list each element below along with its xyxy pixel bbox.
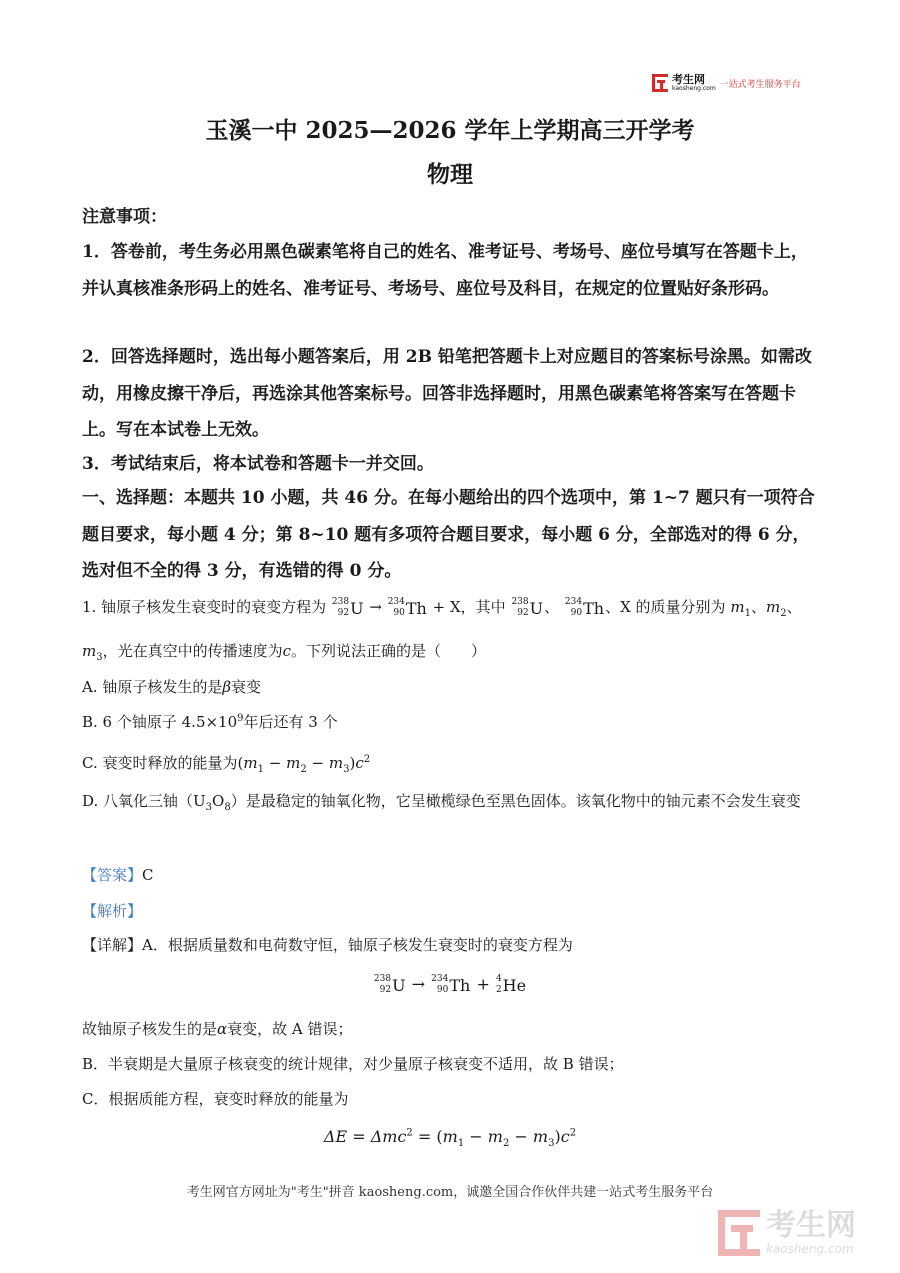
watermark-domain: kaosheng.com — [766, 1242, 854, 1256]
exam-title: 玉溪一中 2025—2026 学年上学期高三开学考 — [205, 117, 695, 144]
logo-domain: kaosheng.com — [672, 85, 716, 92]
answer-row — [82, 864, 154, 885]
detail-b: B．半衰期是大量原子核衰变的统计规律，对少量原子核衰变不适用，故 B 错误； — [82, 1055, 624, 1073]
kaosheng-logo-icon — [652, 74, 668, 92]
analysis-label: 【解析】 — [82, 902, 143, 920]
logo-name: 考生网 — [672, 73, 705, 86]
option-b[interactable]: B. 6 个铀原子 $4.5\times 10^9$年后还有 3 个 — [82, 713, 338, 731]
section-1-instructions: 一、选择题：本题共 10 小题，共 46 分。在每小题给出的四个选项中，第 1~7 题只有一项符合题目要求，每小题 4 分；第 8~10 题有多项符合题目要求，每小题 6 分，全部选对的得 6 分，选对但不全的得 3 分，有选错的得 0 分。 — [82, 488, 815, 581]
question-1-stem-line-2: $m_3$，光在真空中的传播速度为c。下列说法正确的是（ ） — [82, 642, 487, 663]
nuclide-th234-ref: 234 90 Th — [564, 597, 605, 618]
kaosheng-watermark — [718, 1210, 856, 1256]
option-c[interactable]: C. 衰变时释放的能量为$(m_1 - m_2 - m_3)c^2$ — [82, 754, 371, 775]
kaosheng-watermark-icon — [718, 1210, 760, 1256]
nuclide-u238: 238 92 U — [331, 597, 364, 618]
notice-heading: 注意事项： — [82, 207, 167, 227]
option-a[interactable]: A. 铀原子核发生的是β衰变 — [82, 678, 262, 696]
question-1-stem: 1. 铀原子核发生衰变时的衰变方程为 238 92 U → 234 90 Th + X，其中 238 92 U 、 234 90 Th 、X 的质量分别为 $m_1$、$m_2$、 — [82, 597, 802, 619]
conclusion-a: 故铀原子核发生的是α衰变，故 A 错误； — [82, 1020, 353, 1038]
answer-label: 【答案】 — [82, 866, 143, 884]
kaosheng-logo[interactable] — [652, 72, 801, 94]
energy-equation: $\Delta E = \Delta mc^2 = (m_1 - m_2 - m_3)c^2$ — [323, 1127, 577, 1150]
nuclide-u238-ref: 238 92 U — [511, 597, 544, 618]
notice-item-1: 1．答卷前，考生务必用黑色碳素笔将自己的姓名、准考证号、考场号、座位号填写在答题卡上，并认真核准条形码上的姓名、准考证号、考场号、座位号及科目，在规定的位置贴好条形码。 — [82, 242, 808, 299]
notice-item-3: 3．考试结束后，将本试卷和答题卡一并交回。 — [82, 454, 434, 474]
answer-value: C — [142, 866, 154, 884]
exam-subject: 物理 — [427, 161, 473, 188]
nuclide-th234: 234 90 Th — [387, 597, 427, 618]
detail-a: 【详解】A．根据质量数和电荷数守恒，铀原子核发生衰变时的衰变方程为 — [82, 936, 573, 954]
decay-equation: 238 92 U → 234 90 Th + 4 2 He — [373, 974, 527, 995]
option-d[interactable]: D. 八氧化三铀$(U_3O_8)$是最稳定的铀氧化物，它呈橄榄绿色至黑色固体。该氧化物中的铀元素不会发生衰变 — [82, 792, 801, 813]
watermark-name: 考生网 — [766, 1208, 856, 1243]
notice-item-2: 2．回答选择题时，选出每小题答案后，用 2B 铅笔把答题卡上对应题目的答案标号涂黑。如需改动，用橡皮擦干净后，再选涂其他答案标号。回答非选择题时，用黑色碳素笔将答案写在答题卡上。写在本试卷上无效。 — [82, 347, 812, 440]
detail-c: C．根据质能方程，衰变时释放的能量为 — [82, 1090, 349, 1108]
page-footer: 考生网官方网址为"考生"拼音 kaosheng.com，诚邀全国合作伙伴共建一站式考生服务平台 — [186, 1185, 714, 1200]
logo-slogan: 一站式考生服务平台 — [719, 79, 801, 90]
